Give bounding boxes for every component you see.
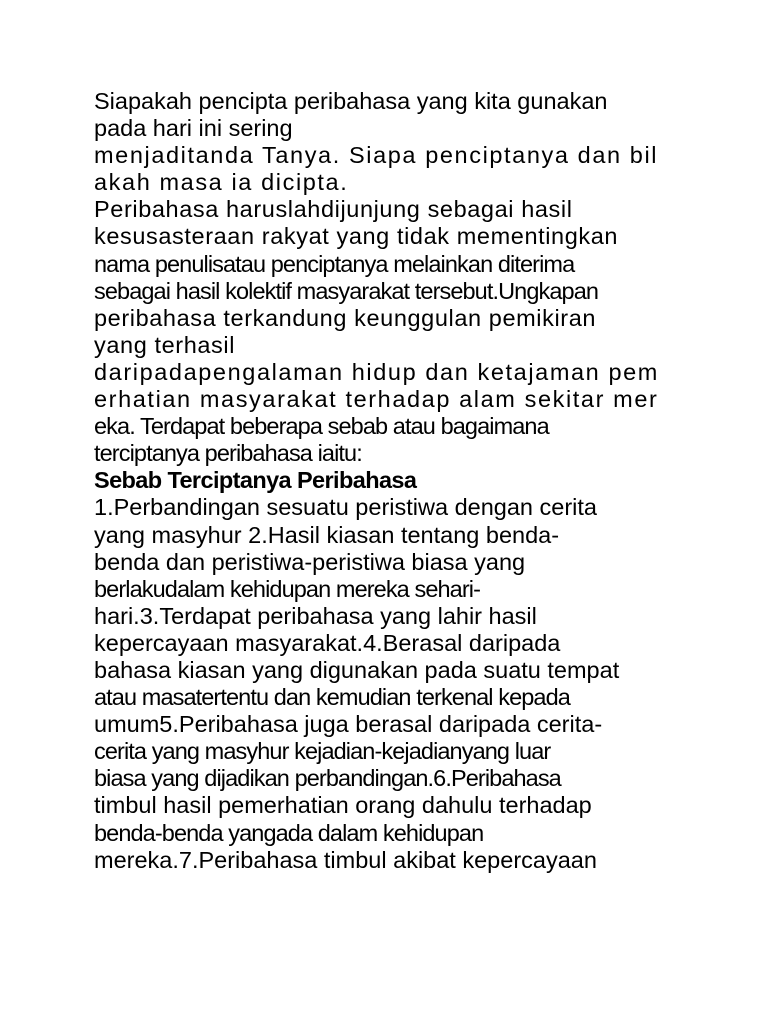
text-line: akah masa ia dicipta. — [94, 169, 349, 196]
text-line: kesusasteraan rakyat yang tidak mementingkan — [94, 223, 619, 250]
text-line: benda-benda yangada dalam kehidupan — [94, 819, 484, 846]
text-line: mereka.7.Peribahasa timbul akibat kepercayaan — [94, 846, 597, 873]
text-line: benda dan peristiwa-peristiwa biasa yang — [94, 548, 526, 575]
text-line: atau masatertentu dan kemudian terkenal kepada — [94, 684, 570, 711]
text-line: bahasa kiasan yang digunakan pada suatu tempat — [94, 656, 620, 683]
text-line: nama penulisatau penciptanya melainkan diterima — [94, 250, 575, 277]
text-line: umum5.Peribahasa juga berasal daripada cerita- — [94, 711, 603, 738]
text-line: menjaditanda Tanya. Siapa penciptanya dan bil — [94, 142, 659, 169]
text-line: terciptanya peribahasa iaitu: — [94, 440, 362, 467]
text-line: erhatian masyarakat terhadap alam sekitar mer — [94, 386, 659, 413]
text-line: daripadapengalaman hidup dan ketajaman pem — [94, 358, 659, 385]
section-heading: Sebab Terciptanya Peribahasa — [94, 467, 417, 494]
document-body — [94, 88, 714, 874]
text-line: eka. Terdapat beberapa sebab atau bagaimana — [94, 413, 549, 440]
text-line: kepercayaan masyarakat.4.Berasal daripada — [94, 629, 561, 656]
text-line: yang masyhur 2.Hasil kiasan tentang benda- — [94, 521, 560, 548]
text-line: cerita yang masyhur kejadian-kejadianyang luar — [94, 738, 551, 765]
text-line: berlakudalam kehidupan mereka sehari- — [94, 575, 481, 602]
text-line: timbul hasil pemerhatian orang dahulu terhadap — [94, 792, 592, 819]
text-line: yang terhasil — [94, 331, 236, 358]
text-line: sebagai hasil kolektif masyarakat tersebut.Ungkapan — [94, 277, 599, 304]
text-line: pada hari ini sering — [94, 115, 293, 142]
text-line: hari.3.Terdapat peribahasa yang lahir hasil — [94, 602, 537, 629]
text-line: biasa yang dijadikan perbandingan.6.Peribahasa — [94, 765, 561, 792]
text-line: 1.Perbandingan sesuatu peristiwa dengan cerita — [94, 494, 597, 521]
text-line: peribahasa terkandung keunggulan pemikiran — [94, 304, 597, 331]
text-line: Peribahasa haruslahdijunjung sebagai hasil — [94, 196, 573, 223]
text-line: Siapakah pencipta peribahasa yang kita gunakan — [94, 88, 608, 114]
